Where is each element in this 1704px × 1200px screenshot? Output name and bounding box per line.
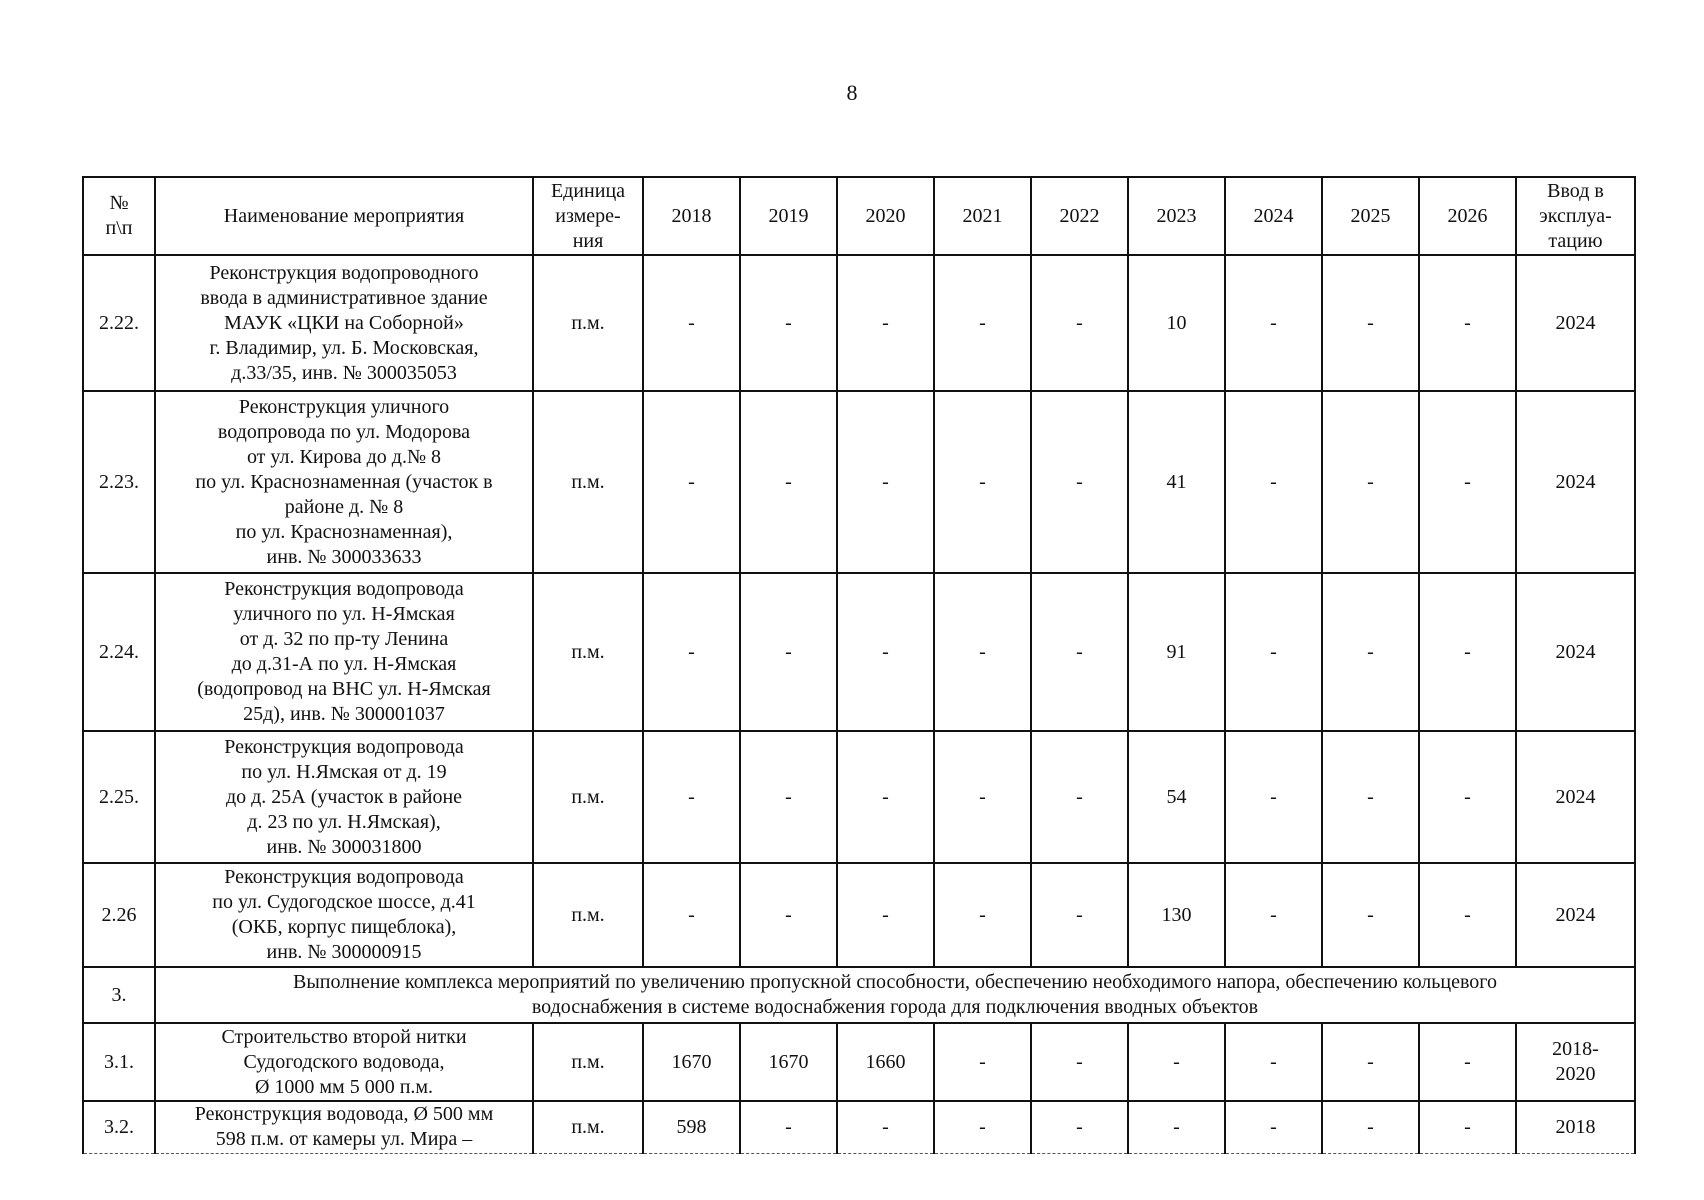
table-row: [83, 1023, 1635, 1101]
year-value: -: [934, 1023, 1031, 1101]
measure-name: Реконструкция водовода, Ø 500 мм 598 п.м. от камеры ул. Мира –: [155, 1101, 533, 1153]
year-value: -: [934, 391, 1031, 573]
year-value: -: [1031, 391, 1128, 573]
commission-year: 2024: [1516, 863, 1635, 967]
year-value: -: [1031, 731, 1128, 863]
year-value: -: [1031, 573, 1128, 731]
section-row: [83, 967, 1635, 1023]
section-num: 3.: [83, 967, 155, 1023]
year-value: -: [1031, 1023, 1128, 1101]
header-year: 2021: [934, 177, 1031, 255]
commission-year: 2018: [1516, 1101, 1635, 1153]
header-year: 2020: [837, 177, 934, 255]
measure-name: Реконструкция уличного водопровода по ул. Модорова от ул. Кирова до д.№ 8 по ул. Краснознаменная (участок в районе д. № 8 по ул. Краснознаменная), инв. № 300033633: [155, 391, 533, 573]
commission-year: 2024: [1516, 255, 1635, 391]
year-value: -: [837, 391, 934, 573]
year-value: -: [934, 1101, 1031, 1153]
header-row: [83, 177, 1635, 255]
section-title: Выполнение комплекса мероприятий по увеличению пропускной способности, обеспечению необходимого напора, обеспечению кольцевого водоснабжения в системе водоснабжения города для подключения вводных объектов: [155, 967, 1635, 1023]
measure-name: Реконструкция водопровода по ул. Судогодское шоссе, д.41 (ОКБ, корпус пищеблока), инв. № 300000915: [155, 863, 533, 967]
unit-cell: п.м.: [533, 731, 643, 863]
year-value: -: [1225, 863, 1322, 967]
unit-cell: п.м.: [533, 863, 643, 967]
year-value: -: [1322, 255, 1419, 391]
year-value: -: [934, 573, 1031, 731]
commission-year: 2024: [1516, 731, 1635, 863]
commission-year: 2024: [1516, 573, 1635, 731]
header-year: 2026: [1419, 177, 1516, 255]
year-value: -: [934, 731, 1031, 863]
table-row: [83, 863, 1635, 967]
year-value: -: [1322, 1023, 1419, 1101]
measure-name: Реконструкция водопровода по ул. Н.Ямская от д. 19 до д. 25А (участок в районе д. 23 по ул. Н.Ямская), инв. № 300031800: [155, 731, 533, 863]
unit-cell: п.м.: [533, 391, 643, 573]
header-num: № п\п: [83, 177, 155, 255]
header-commission: Ввод в эксплуа- тацию: [1516, 177, 1635, 255]
year-value: -: [740, 1101, 837, 1153]
year-value: -: [1225, 255, 1322, 391]
table-row: [83, 573, 1635, 731]
year-value: 598: [643, 1101, 740, 1153]
year-value: -: [1128, 1101, 1225, 1153]
year-value: -: [1419, 573, 1516, 731]
header-name: Наименование мероприятия: [155, 177, 533, 255]
commission-year: 2018- 2020: [1516, 1023, 1635, 1101]
header-year: 2018: [643, 177, 740, 255]
row-number: 3.2.: [83, 1101, 155, 1153]
year-value: -: [1419, 863, 1516, 967]
year-value: -: [1322, 391, 1419, 573]
row-number: 3.1.: [83, 1023, 155, 1101]
header-year: 2025: [1322, 177, 1419, 255]
year-value: -: [740, 573, 837, 731]
year-value: -: [643, 731, 740, 863]
year-value: -: [934, 255, 1031, 391]
year-value: 130: [1128, 863, 1225, 967]
header-year: 2024: [1225, 177, 1322, 255]
unit-cell: п.м.: [533, 255, 643, 391]
row-number: 2.25.: [83, 731, 155, 863]
year-value: -: [1031, 1101, 1128, 1153]
year-value: -: [1322, 731, 1419, 863]
year-value: -: [740, 255, 837, 391]
header-unit: Единица измере- ния: [533, 177, 643, 255]
year-value: -: [1419, 1023, 1516, 1101]
year-value: -: [1419, 255, 1516, 391]
year-value: -: [837, 255, 934, 391]
table-row: [83, 391, 1635, 573]
unit-cell: п.м.: [533, 1023, 643, 1101]
year-value: -: [1322, 863, 1419, 967]
year-value: -: [740, 731, 837, 863]
year-value: 1670: [740, 1023, 837, 1101]
header-year: 2022: [1031, 177, 1128, 255]
year-value: -: [643, 255, 740, 391]
unit-cell: п.м.: [533, 1101, 643, 1153]
row-number: 2.23.: [83, 391, 155, 573]
year-value: -: [740, 863, 837, 967]
page-number: 8: [846, 80, 858, 105]
year-value: 91: [1128, 573, 1225, 731]
measure-name: Строительство второй нитки Судогодского водовода, Ø 1000 мм 5 000 п.м.: [155, 1023, 533, 1101]
row-number: 2.24.: [83, 573, 155, 731]
unit-cell: п.м.: [533, 573, 643, 731]
year-value: -: [643, 391, 740, 573]
year-value: -: [837, 863, 934, 967]
commission-year: 2024: [1516, 391, 1635, 573]
year-value: -: [1322, 573, 1419, 731]
year-value: 41: [1128, 391, 1225, 573]
year-value: -: [1225, 1023, 1322, 1101]
year-value: -: [1322, 1101, 1419, 1153]
year-value: -: [837, 1101, 934, 1153]
row-number: 2.26: [83, 863, 155, 967]
year-value: -: [1419, 731, 1516, 863]
year-value: -: [740, 391, 837, 573]
measure-name: Реконструкция водопроводного ввода в административное здание МАУК «ЦКИ на Соборной» г. Владимир, ул. Б. Московская, д.33/35, инв. № 300035053: [155, 255, 533, 391]
year-value: -: [1031, 255, 1128, 391]
row-number: 2.22.: [83, 255, 155, 391]
year-value: 1660: [837, 1023, 934, 1101]
table-row: [83, 1101, 1635, 1153]
year-value: -: [934, 863, 1031, 967]
year-value: -: [1419, 1101, 1516, 1153]
year-value: -: [643, 573, 740, 731]
year-value: -: [1031, 863, 1128, 967]
measure-name: Реконструкция водопровода уличного по ул. Н-Ямская от д. 32 по пр-ту Ленина до д.31-А по ул. Н-Ямская (водопровод на ВНС ул. Н-Ямская 25д), инв. № 300001037: [155, 573, 533, 731]
year-value: -: [1128, 1023, 1225, 1101]
table-row: [83, 255, 1635, 391]
year-value: -: [837, 573, 934, 731]
table-row: [83, 731, 1635, 863]
year-value: 54: [1128, 731, 1225, 863]
year-value: 1670: [643, 1023, 740, 1101]
measures-table: [82, 176, 1636, 1154]
year-value: -: [1225, 391, 1322, 573]
header-year: 2023: [1128, 177, 1225, 255]
year-value: -: [1419, 391, 1516, 573]
year-value: 10: [1128, 255, 1225, 391]
year-value: -: [1225, 731, 1322, 863]
year-value: -: [1225, 1101, 1322, 1153]
header-year: 2019: [740, 177, 837, 255]
year-value: -: [837, 731, 934, 863]
year-value: -: [1225, 573, 1322, 731]
year-value: -: [643, 863, 740, 967]
